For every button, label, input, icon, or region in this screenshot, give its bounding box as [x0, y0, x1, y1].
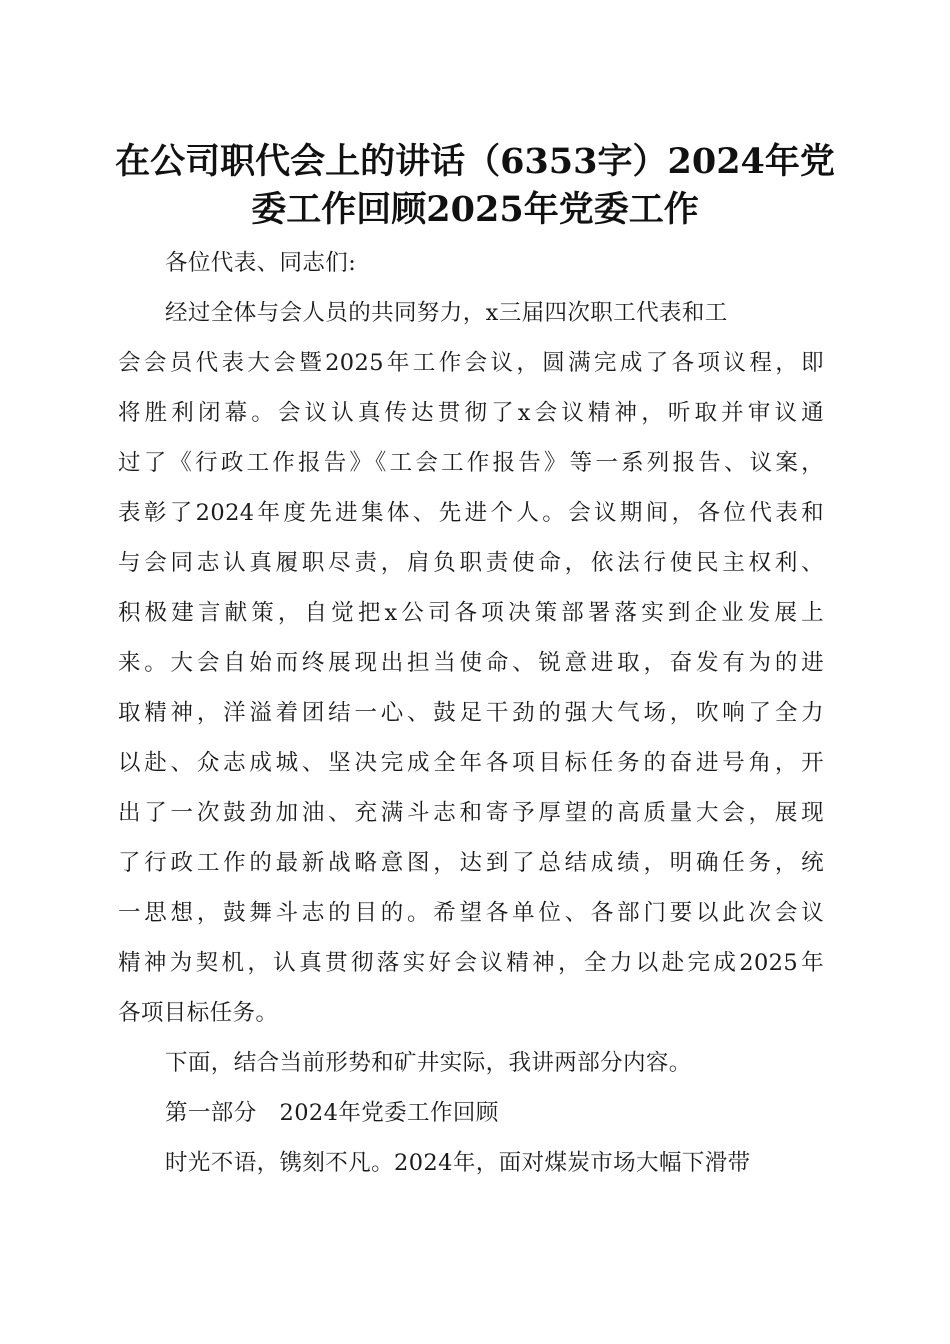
- paragraph-1-line: 各项目标任务。: [118, 1000, 279, 1026]
- paragraph-1-line: 会会员代表大会暨2025年工作会议，圆满完成了各项议程，即: [118, 350, 824, 376]
- paragraph-1-line: 过了《行政工作报告》《工会工作报告》等一系列报告、议案，: [118, 450, 824, 476]
- paragraph-1-line: 取精神，洋溢着团结一心、鼓足干劲的强大气场，吹响了全力: [118, 700, 824, 726]
- paragraph-1-line: 精神为契机，认真贯彻落实好会议精神，全力以赴完成2025年: [118, 950, 824, 976]
- paragraph-1-line: 以赴、众志成城、坚决完成全年各项目标任务的奋进号角，开: [118, 750, 824, 776]
- document-title-line-2: 委工作回顾2025年党委工作: [251, 189, 699, 230]
- paragraph-3-line: 时光不语，镌刻不凡。2024年，面对煤炭市场大幅下滑带: [165, 1150, 751, 1176]
- section-heading: 第一部分 2024年党委工作回顾: [165, 1100, 499, 1126]
- paragraph-1-line: 出了一次鼓劲加油、充满斗志和寄予厚望的高质量大会，展现: [118, 800, 824, 826]
- paragraph-1-line: 经过全体与会人员的共同努力，x三届四次职工代表和工: [165, 300, 728, 326]
- paragraph-1-line: 积极建言献策，自觉把x公司各项决策部署落实到企业发展上: [118, 600, 824, 626]
- paragraph-1-line: 了行政工作的最新战略意图，达到了总结成绩，明确任务，统: [118, 850, 824, 876]
- salutation: 各位代表、同志们:: [165, 250, 357, 276]
- paragraph-1-line: 将胜利闭幕。会议认真传达贯彻了x会议精神，听取并审议通: [118, 400, 824, 426]
- paragraph-1-line: 来。大会自始而终展现出担当使命、锐意进取，奋发有为的进: [118, 650, 824, 676]
- paragraph-1-line: 一思想，鼓舞斗志的目的。希望各单位、各部门要以此次会议: [118, 900, 824, 926]
- paragraph-2: 下面，结合当前形势和矿井实际，我讲两部分内容。: [165, 1050, 692, 1076]
- paragraph-1-line: 表彰了2024年度先进集体、先进个人。会议期间，各位代表和: [118, 500, 824, 526]
- paragraph-1-line: 与会同志认真履职尽责，肩负职责使命，依法行使民主权利、: [118, 550, 824, 576]
- document-title-line-1: 在公司职代会上的讲话（6353字）2024年党: [115, 141, 835, 182]
